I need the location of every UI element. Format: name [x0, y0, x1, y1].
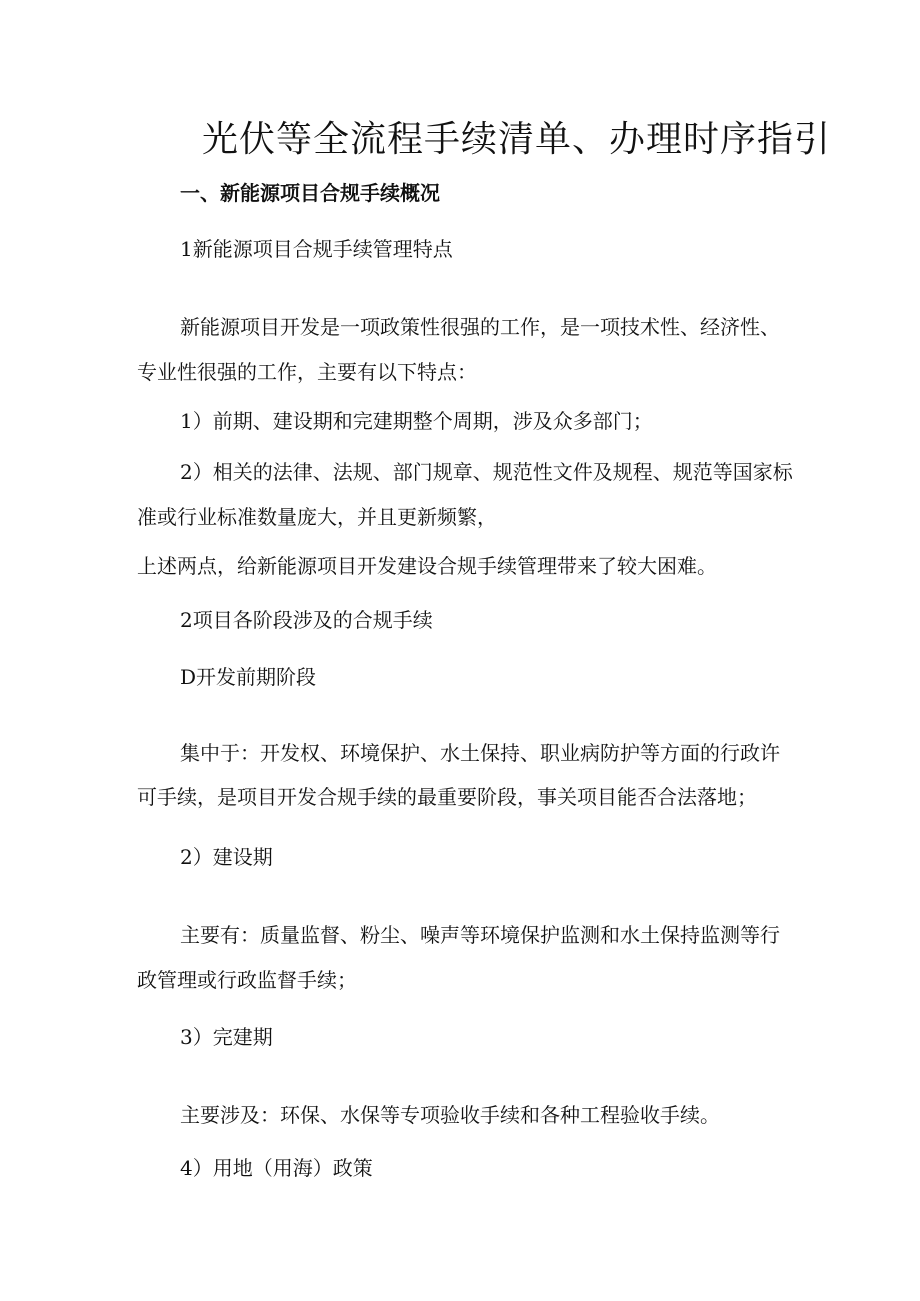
list-item: 1）前期、建设期和完建期整个周期，涉及众多部门；	[180, 409, 653, 433]
document-title: 光伏等全流程手续清单、办理时序指引	[202, 119, 832, 160]
list-item: 2）相关的法律、法规、部门规章、规范性文件及规程、规范等国家标	[180, 460, 793, 484]
subsection-heading: 1新能源项目合规手续管理特点	[180, 237, 453, 261]
stage-heading: 3）完建期	[180, 1025, 273, 1049]
stage-heading: D开发前期阶段	[180, 665, 317, 689]
paragraph-line: 可手续，是项目开发合规手续的最重要阶段，事关项目能否合法落地；	[137, 785, 757, 809]
paragraph-line: 政管理或行政监督手续；	[137, 968, 357, 992]
section-heading: 一、新能源项目合规手续概况	[180, 181, 440, 205]
paragraph-line: 专业性很强的工作，主要有以下特点：	[137, 360, 477, 384]
paragraph-line: 主要有：质量监督、粉尘、噪声等环境保护监测和水土保持监测等行	[180, 923, 780, 947]
paragraph-line: 上述两点，给新能源项目开发建设合规手续管理带来了较大困难。	[137, 554, 717, 578]
paragraph-line: 集中于：开发权、环境保护、水土保持、职业病防护等方面的行政许	[180, 741, 780, 765]
paragraph-line: 主要涉及：环保、水保等专项验收手续和各种工程验收手续。	[180, 1103, 720, 1127]
paragraph-line: 新能源项目开发是一项政策性很强的工作，是一项技术性、经济性、	[180, 315, 780, 339]
stage-heading: 2）建设期	[180, 845, 273, 869]
stage-heading: 4）用地（用海）政策	[180, 1156, 373, 1180]
list-item-continuation: 准或行业标准数量庞大，并且更新频繁，	[137, 505, 497, 529]
subsection-heading: 2项目各阶段涉及的合规手续	[180, 608, 433, 632]
